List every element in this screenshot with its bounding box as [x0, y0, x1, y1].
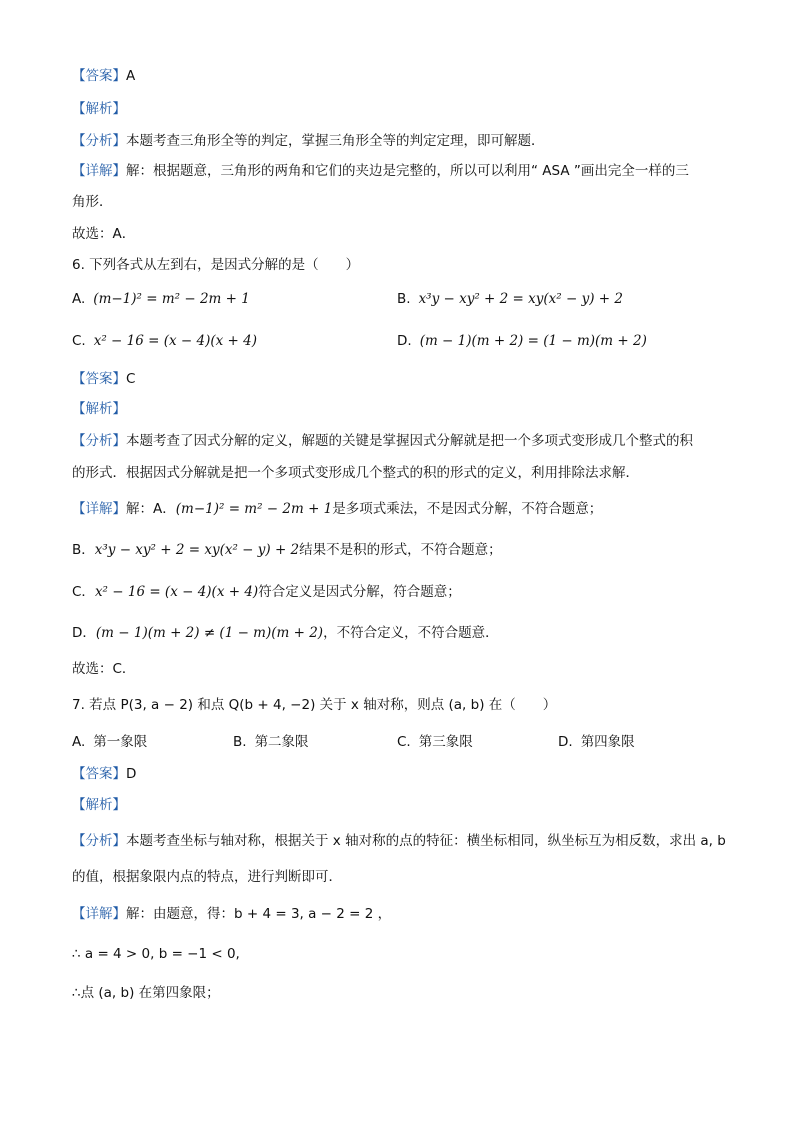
q7-answer-line [72, 764, 136, 784]
option-label: A. [72, 291, 86, 307]
q6-xiangjie-d [72, 623, 499, 643]
q7-step2: ∴点 (a, b) 在第四象限； [72, 985, 220, 1001]
q6-option-d [397, 331, 647, 351]
q7-option-d [558, 732, 635, 752]
xiangjie-prefix: D． [72, 625, 96, 641]
xiangjie-tag: 【详解】 [72, 501, 126, 517]
xiangjie-expr: x³y − xy² + 2 = xy(x² − y) + 2 [94, 542, 300, 558]
option-text: 第二象限 [254, 734, 309, 750]
xiangjie-text: ，不符合定义，不符合题意． [323, 625, 499, 641]
q6-option-b [397, 289, 623, 309]
q5-xiangjie-line1 [72, 161, 689, 181]
xiangjie-text: 是多项式乘法，不是因式分解，不符合题意； [332, 501, 603, 517]
option-expr: (m−1)² = m² − 2m + 1 [93, 291, 250, 307]
q6-choice: 故选：C． [72, 661, 136, 677]
xiangjie-text: 符合定义是因式分解，符合题意； [258, 584, 461, 600]
q6-option-a [72, 289, 250, 309]
xiangjie-prefix: C． [72, 584, 95, 600]
option-expr: (m − 1)(m + 2) = (1 − m)(m + 2) [419, 333, 647, 349]
option-label: C. [72, 333, 86, 349]
answer-tag: 【答案】 [72, 371, 126, 387]
q7-fenxi-line1 [72, 831, 726, 851]
xiangjie-tag: 【详解】 [72, 163, 126, 179]
fenxi-tag: 【分析】 [72, 833, 126, 849]
option-text: 第四象限 [580, 734, 635, 750]
q6-xiangjie-a [72, 499, 602, 519]
q6-fenxi-line1 [72, 431, 693, 451]
q6-stem: 6. 下列各式从左到右，是因式分解的是（ ） [72, 257, 360, 273]
option-expr: x³y − xy² + 2 = xy(x² − y) + 2 [418, 291, 623, 307]
option-expr: x² − 16 = (x − 4)(x + 4) [93, 333, 257, 349]
xiangjie-expr: x² − 16 = (x − 4)(x + 4) [94, 584, 259, 600]
q6-option-c [72, 331, 257, 351]
option-label: D. [558, 734, 573, 750]
xiangjie-text: 解：根据题意，三角形的两角和它们的夹边是完整的，所以可以利用“ ASA ”画出完全一样的三 [126, 163, 689, 179]
q6-answer-line [72, 369, 135, 389]
q7-option-b [233, 732, 309, 752]
q5-analysis-tag: 【解析】 [72, 101, 126, 117]
q7-step1: ∴ a = 4 > 0, b = −1 < 0, [72, 946, 240, 962]
q7-xiangjie-line1 [72, 904, 391, 924]
q7-option-c [397, 732, 473, 752]
fenxi-tag: 【分析】 [72, 433, 126, 449]
xiangjie-tag: 【详解】 [72, 906, 126, 922]
fenxi-text: 本题考查三角形全等的判定，掌握三角形全等的判定定理，即可解题． [126, 133, 545, 149]
fenxi-text: 本题考查坐标与轴对称，根据关于 x 轴对称的点的特征：横坐标相同，纵坐标互为相反数，求出 a, b [126, 833, 726, 849]
option-text: 第一象限 [93, 734, 148, 750]
q7-stem: 7. 若点 P(3, a − 2) 和点 Q(b + 4, −2) 关于 x 轴对称，则点 (a, b) 在（ ） [72, 697, 557, 713]
fenxi-text: 本题考查了因式分解的定义，解题的关键是掌握因式分解就是把一个多项式变形成几个整式的积 [126, 433, 693, 449]
q5-fenxi-line [72, 131, 545, 151]
q7-fenxi-line2: 的值，根据象限内点的特点，进行判断即可． [72, 869, 342, 885]
q5-xiangjie-line2: 角形． [72, 194, 113, 210]
q7-option-a [72, 732, 147, 752]
xiangjie-expr: (m − 1)(m + 2) ≠ (1 − m)(m + 2) [95, 625, 324, 641]
option-label: B. [233, 734, 247, 750]
xiangjie-text: 结果不是积的形式，不符合题意； [299, 542, 502, 558]
answer-value: D [126, 766, 137, 782]
xiangjie-expr: (m−1)² = m² − 2m + 1 [175, 501, 333, 517]
answer-value: A [126, 68, 136, 84]
option-label: D. [397, 333, 412, 349]
option-text: 第三象限 [418, 734, 473, 750]
xiangjie-prefix: B． [72, 542, 95, 558]
xiangjie-text: 解：由题意，得：b + 4 = 3, a − 2 = 2 ， [126, 906, 392, 922]
option-label: C. [397, 734, 411, 750]
xiangjie-prefix: 解：A． [126, 501, 176, 517]
option-label: A. [72, 734, 86, 750]
q5-choice: 故选：A． [72, 226, 136, 242]
q7-analysis-tag: 【解析】 [72, 797, 126, 813]
answer-tag: 【答案】 [72, 766, 126, 782]
q6-analysis-tag: 【解析】 [72, 401, 126, 417]
q5-answer-line [72, 66, 135, 86]
fenxi-tag: 【分析】 [72, 133, 126, 149]
q6-fenxi-line2: 的形式．根据因式分解就是把一个多项式变形成几个整式的积的形式的定义，利用排除法求解． [72, 465, 639, 481]
option-label: B. [397, 291, 411, 307]
q6-xiangjie-c [72, 582, 461, 602]
q6-xiangjie-b [72, 540, 502, 560]
answer-value: C [126, 371, 136, 387]
answer-tag: 【答案】 [72, 68, 126, 84]
